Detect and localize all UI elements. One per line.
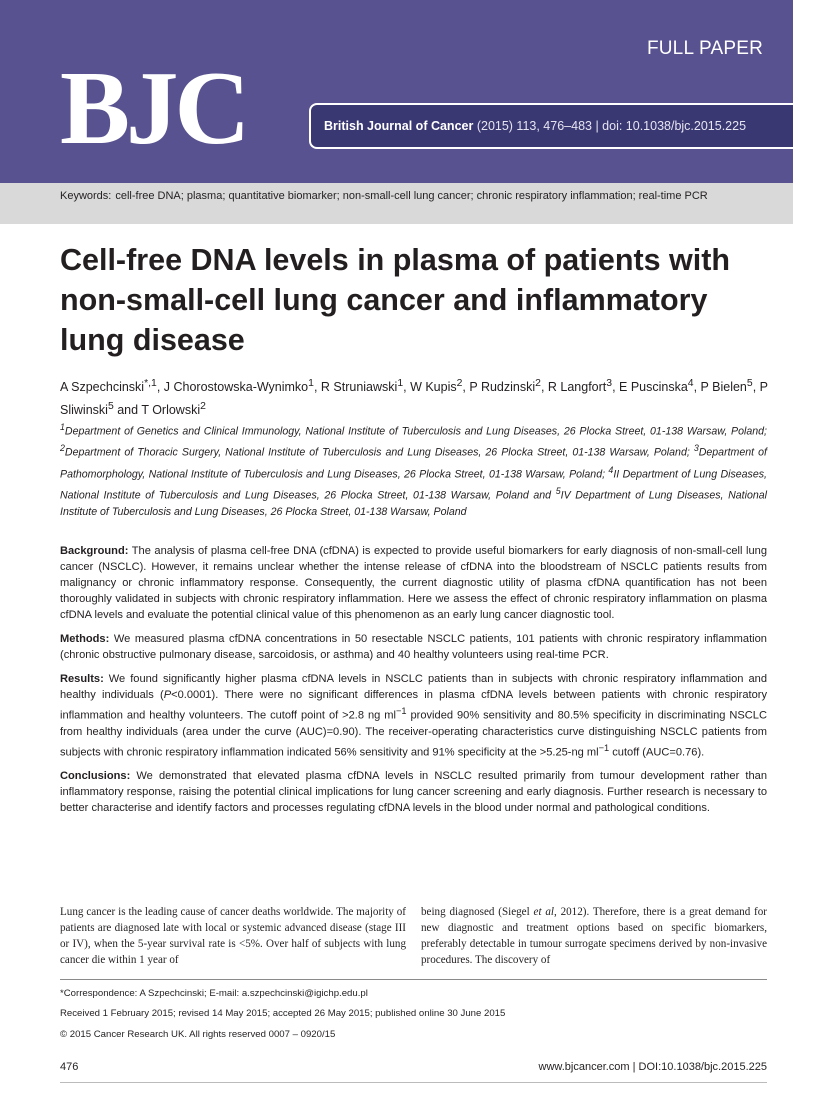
author-name: R Struniawski [320, 380, 398, 395]
abstract [60, 543, 767, 824]
affiliation-text: IV Department of Lung Diseases, National Institute of Tuberculosis and Lung Diseases, 26 Plocka Street, 01-138 Warsaw, Poland [60, 489, 767, 519]
affiliation-text: Department of Genetics and Clinical Immunology, National Institute of Tuberculosis and Lung Diseases, 26 Plocka Street, 01-138 Warsaw, Poland; [64, 425, 767, 438]
keywords-text: cell-free DNA; plasma; quantitative biomarker; non-small-cell lung cancer; chronic respiratory inflammation; real-time PCR [115, 190, 708, 202]
abstract-results: Results: We found significantly higher plasma cfDNA levels in NSCLC patients than in subjects with chronic respiratory inflammation and healthy individuals (P<0.0001). There were no significant differences in plasma cfDNA levels between patients with chronic respiratory inflammation and healthy volunteers. The cutoff point of >2.8 ng $ml^{-1}$ provided 90% sensitivity and 80.5% specificity in discriminating NSCLC from healthy individuals (area under the curve (AUC)=0.90). The receiver-operating characteristics curve distinguishing NSCLC patients from subjects with chronic respiratory inflammation indicated 56% sensitivity and 91% specificity at the >5.25-ng $ml^{-1}$ cutoff (AUC=0.76). [60, 673, 767, 759]
footer-divider [60, 1082, 767, 1083]
article-type-label: FULL PAPER [646, 38, 763, 59]
affiliation-number: 3 [693, 443, 699, 454]
copyright-footnote: © 2015 Cancer Research UK. All rights reserved 0007 – 0920/15 [60, 1029, 336, 1040]
body-column-right: being diagnosed (Siegel et al, 2012). Therefore, there is a great demand for new diagnostic and treatment options based on specific biomarkers, preferably detectable in tumour surrogate specimens derived by non-invasive procedures. The discovery of [421, 906, 767, 966]
affiliations [60, 419, 767, 521]
author-name: W Kupis [410, 380, 457, 395]
keywords-label: Keywords: [60, 190, 112, 202]
abstract-background: Background: The analysis of plasma cell-free DNA (cfDNA) is expected to provide useful biomarkers for early diagnosis of non-small-cell lung cancer (NSCLC). However, it remains unclear whether the intense release of cfDNA into the bloodstream of NSCLC patients results from malignancy or chronic inflammatory response. Consequently, the current diagnostic utility of plasma cfDNA quantification has not been thoroughly validated in subjects with chronic respiratory inflammation. Here we assess the effect of chronic respiratory inflammation on plasma cfDNA levels and evaluate the potential clinical value of this phenomenon as an early lung cancer diagnostic tool. [60, 545, 767, 621]
author-name: E Puscinska [619, 380, 688, 395]
author-name: R Langfort [547, 380, 607, 395]
author-name: T Orlowski [141, 403, 201, 418]
affiliation-number: 5 [555, 485, 561, 496]
author-affiliation-ref: *,1 [144, 378, 157, 389]
author-list: A Szpechcinski$^{*,1}$, J Chorostowska-Wynimko$^1$, R Struniawski$^1$, W Kupis$^2$, P Rudzinski$^2$, R Langfort$^3$, E Puscinska$^4$, P Bielen$^5$, P Sliwinski$^5$ and T Orlowski$^2$ [60, 378, 768, 418]
page-number: 476 [60, 1061, 79, 1073]
abstract-methods: Methods: We measured plasma cfDNA concentrations in 50 resectable NSCLC patients, 101 patients with chronic respiratory inflammation (chronic obstructive pulmonary disease, sarcoidosis, or asthma) and 40 healthy volunteers using real-time PCR. [60, 633, 767, 661]
article-title: Cell-free DNA levels in plasma of patients with non-small-cell lung cancer and inflammatory lung disease [60, 243, 731, 357]
affiliation-number: 2 [60, 443, 65, 454]
journal-logo: BJC [60, 49, 247, 166]
author-affiliation-ref: 1 [397, 378, 404, 389]
citation-bar [309, 103, 793, 149]
author-name: P Bielen [700, 380, 747, 395]
affiliation-number: 1 [60, 422, 65, 432]
body-column-left: Lung cancer is the leading cause of cancer deaths worldwide. The majority of patients are diagnosed late with local or systemic advanced disease (stage III or IV), when the 5-year survival rate is <5%. Over half of subjects with lung cancer die within 1 year of [60, 906, 406, 966]
running-footer-link[interactable]: www.bjcancer.com | DOI:10.1038/bjc.2015.225 [538, 1061, 767, 1073]
author-affiliation-ref: 5 [107, 401, 114, 413]
author-affiliation-ref: 1 [308, 378, 314, 389]
dates-footnote: Received 1 February 2015; revised 14 May 2015; accepted 26 May 2015; published online 30 June 2015 [60, 1008, 506, 1019]
correspondence-footnote: *Correspondence: A Szpechcinski; E-mail: a.szpechcinski@igichp.edu.pl [60, 988, 368, 999]
journal-name: British Journal of Cancer [324, 119, 474, 133]
author-name: P Sliwinski [60, 380, 768, 418]
author-name: J Chorostowska-Wynimko [163, 380, 309, 395]
author-affiliation-ref: 4 [687, 378, 694, 389]
affiliation-text: II Department of Lung Diseases, National Institute of Tuberculosis and Lung Diseases, 26 Plocka Street, 01-138 Warsaw, Poland and [60, 468, 767, 502]
author-affiliation-ref: 5 [746, 378, 753, 389]
author-name: A Szpechcinski [60, 380, 145, 395]
author-affiliation-ref: 2 [535, 378, 541, 389]
citation-details: (2015) 113, 476–483 | doi: 10.1038/bjc.2015.225 [476, 119, 747, 133]
footnote-divider [60, 979, 767, 980]
affiliation-number: 4 [608, 464, 614, 475]
affiliation-text: Department of Pathomorphology, National Institute of Tuberculosis and Lung Diseases, 26 Plocka Street, 01-138 Warsaw, Poland; [60, 446, 767, 481]
author-affiliation-ref: 2 [456, 378, 463, 389]
affiliation-text: Department of Thoracic Surgery, National Institute of Tuberculosis and Lung Diseases, 26 Plocka Street, 01-138 Warsaw, Poland; [64, 446, 694, 459]
keywords-bar [0, 183, 793, 224]
journal-header [0, 0, 793, 183]
author-affiliation-ref: 2 [200, 401, 206, 413]
body-text [60, 904, 767, 968]
author-affiliation-ref: 3 [606, 378, 613, 389]
author-name: P Rudzinski [469, 380, 536, 395]
abstract-conclusions: Conclusions: We demonstrated that elevated plasma cfDNA levels in NSCLC resulted primarily from tumour development rather than inflammatory response, raising the potential clinical implications for lung cancer screening and early diagnosis. Further research is necessary to better characterise and identify factors and processes regulating cfDNA levels in the blood under normal and pathological conditions. [60, 770, 767, 815]
